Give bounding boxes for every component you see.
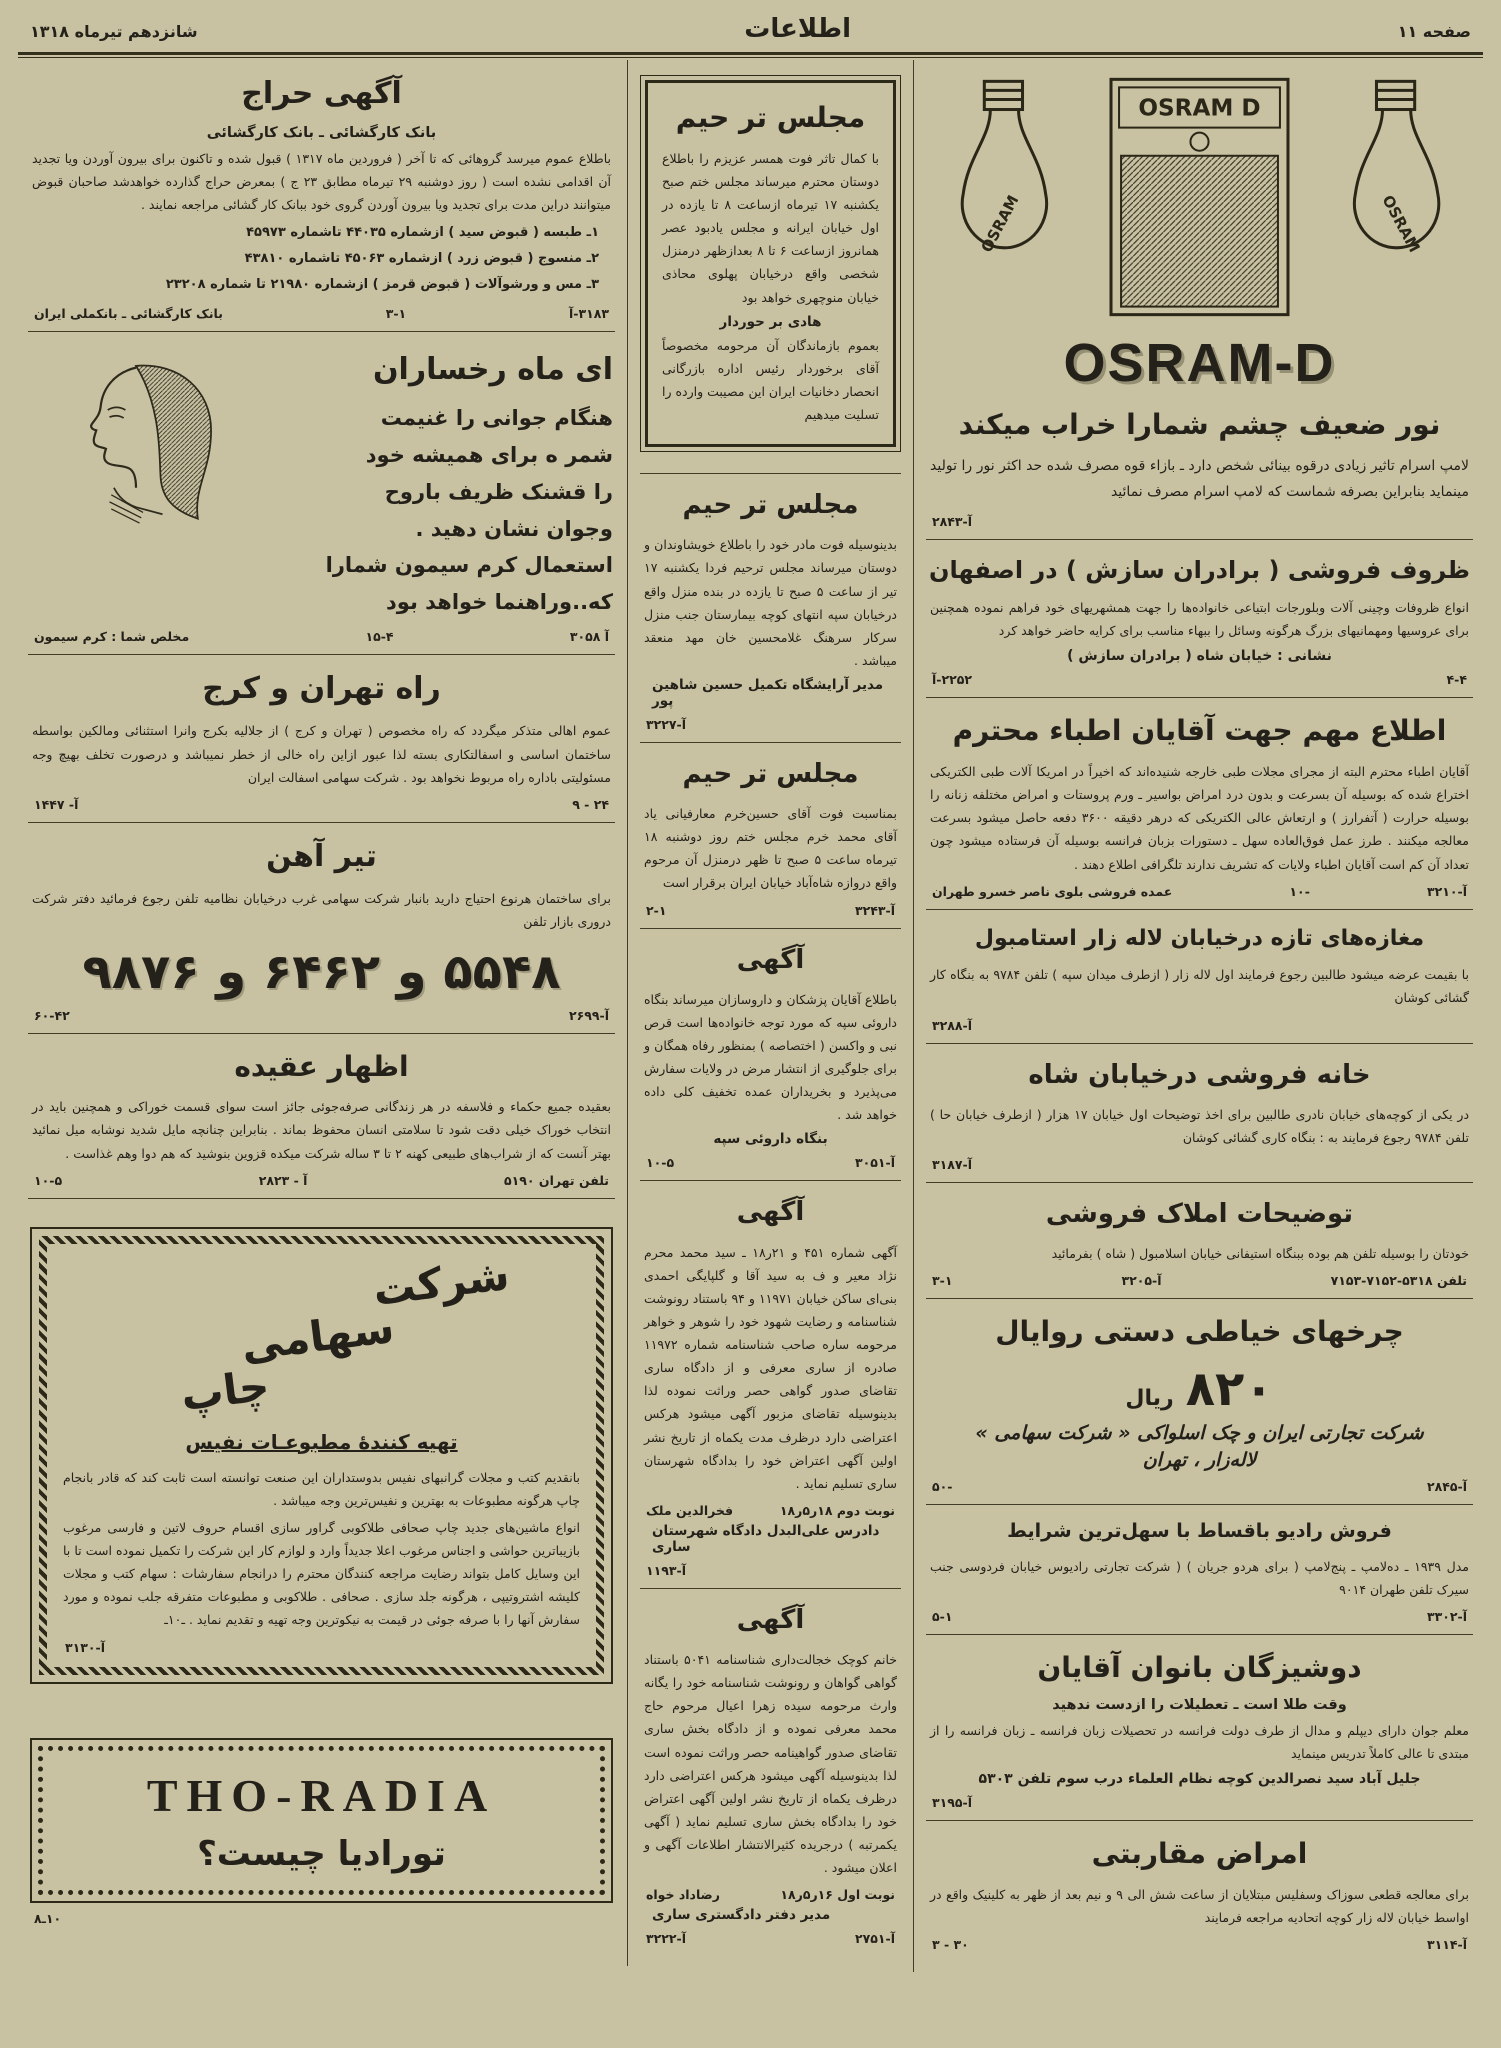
ad-ref: ۱۰ـ۸ [34,1910,62,1926]
ad-signature: رضاداد خواه [646,1887,720,1903]
ad-ref: آ- ۱۴۴۷ [34,796,79,812]
auction-list-item: ۳ـ مس و ورشوآلات ( قبوض قرمز ) ازشماره ۲۱۹۸۰ تا شماره ۲۳۲۰۸ [165,276,599,292]
auction-list-item: ۱ـ طبسه ( قبوض سید ) ازشماره ۴۴۰۳۵ تاشماره ۴۵۹۷۳ [246,224,599,240]
ad-shops-lalezar [926,910,1473,1044]
ad-ref: آ-۳۲۸۸ [932,1017,973,1033]
ad-ref: ۶۰-۴۲ [34,1007,70,1023]
ad-title: آگهی [736,1604,805,1635]
price-number: ۸۲۰ [1185,1360,1274,1417]
ad-title: آگهی [736,1197,805,1228]
masthead-rule [18,52,1483,58]
masthead-date: شانزدهم تیرماه ۱۳۱۸ [30,22,198,41]
ad-doctors-notice [926,698,1473,909]
ad-title: مجلس تر حیم [682,759,859,790]
ad-body: انواع ظروفات وچینی آلات وبلورجات ابتیاعی خانواده‌ها را جهت همشهریهای خود فراهم نموده همچنین برای عروسیها ومهمانیهای بزرگ هرگونه وسائل را ببهاء مناسب برای کرایه حاضر خواهد کرد [930,599,1469,639]
thoradia-outer-frame [30,1738,613,1903]
cream-line: را قشنک ظریف باروح [384,479,613,504]
printing-brand-word: چاپ [178,1360,273,1420]
ad-ref: آ-۱۱۹۳ [646,1562,687,1578]
osram-wordmark: OSRAM-D [1063,333,1336,393]
printing-subtitle: تهیه کنندهٔ مطبوعـات نفیس [185,1429,458,1454]
ad-memorial-3 [640,743,901,929]
ad-ref: ۵-۱ [932,1608,953,1624]
ad-date: نوبت دوم ۱۸ر۵ر۱۸ [779,1502,895,1518]
ad-body: خودتان را بوسیله تلفن هم بوده ببنگاه استیفانی خیابان اسلامبول ( شاه ) بفرمائید [1051,1246,1469,1262]
osram-bulbs-illustration [928,72,1471,324]
ad-footer: عمده فروشی بلوی ناصر خسرو طهران [932,883,1173,899]
ad-ref: ۲-۱ [646,902,667,918]
masthead-page-number: صفحه ۱۱ [1397,22,1471,41]
ad-signature: هادی بر حوردار [719,313,822,330]
ad-ref: ۳-۱ [932,1273,953,1289]
ad-osram-lamps [926,60,1473,540]
ad-ref: آ-۲۸۴۳ [932,513,973,529]
ad-body: برای معالجه قطعی سوزاک وسفلیس مبتلایان از ساعت شش الی ۹ و نیم بعد از ظهر به کلینیک واقع در اواسط خیابان لاله زار کوچه اتحادیه مراجعه فرمایند [930,1886,1469,1925]
ad-pharmacy [640,929,901,1182]
ad-body: لامپ اسرام تاثیر زیادی درقوه بینائی شخص دارد ـ بازاء قوه مصرف شده حد اکثر نور را تولید مینماید بنابراین بصرفه شماست که لامپ اسرام مصرف نمائید [930,457,1469,500]
auction-list-item: ۲ـ منسوج ( قبوض زرد ) ازشماره ۴۵۰۶۳ تاشماره ۴۳۸۱۰ [244,250,599,266]
ad-tho-radia [28,1708,615,1936]
osram-bulb-label-right: OSRAM [1378,192,1424,256]
ad-ref: آ-۳۲۰۵ [1121,1273,1162,1289]
ad-ref: ۱۵-۴ [365,628,394,644]
cream-line: شمر ه برای همیشه خود [365,443,613,468]
ad-ref: -۱۰ [1289,883,1310,899]
cream-line: هنگام جوانی را غنیمت [380,406,613,431]
ad-radio-installments [926,1505,1473,1635]
printing-brand-word: سهامی [238,1302,397,1370]
ad-body: آگهی شماره ۴۵۱ و ۲۱ر۱۸ ـ سید محمد محرم نژاد معیر و ف به سید آقا و گلپایگی احمدی بنی‌ای ساکن خیابان ۱۱۹۷۱ و ۹۴ باستناد رونوشت شناسنامه و رضایت شهود خود را شوهر و خواهر مرحومه ساره صاحب شناسنامه شماره ۱۱۹۷۲ صادره از ساری معرفی و از دادگاه ساری تقاضای صدور گواهی حصر وراثت نموده لذا بدینوسیله تقاضای مزبور آگهی میشود هرکس اعتراضی دارد درظرف مدت یکماه از تاریخ نشر اولین آگهی اعتراض خود را بدادگاه شهرستان ساری تسلیم نماید . [644,1244,898,1491]
ad-title: اطلاع مهم جهت آقایان اطباء محترم [952,714,1447,748]
ad-footer: بانک کارگشائی ـ بانکملی ایران [34,305,223,321]
ad-subtitle: بانک کارگشائی ـ بانک کارگشائی [206,124,437,141]
ad-ref: آ-۳۲۴۳ [854,902,895,918]
ad-title: نور ضعیف چشم شمارا خراب میکند [958,408,1441,441]
ad-title: چرخهای خیاطی دستی روایال [995,1315,1404,1349]
ad-ref: آ-۳۱۳۰ [65,1639,106,1655]
ad-ref: ۱۰-۵ [34,1172,63,1188]
ad-ref: ۴-۴ [1446,672,1467,688]
osram-card-label: OSRAM D [1138,95,1261,122]
ad-venereal-diseases [926,1821,1473,1962]
ad-body: مدل ۱۹۳۹ ـ ده‌لامپ ـ پنج‌لامپ ( برای هردو جریان ) ( شرکت تجارتی رادیوس خیابان فردوسی جنب سیرک تلفن طهران ۹۰۱۴ [930,1558,1469,1597]
ad-ref: آ-۳۱۱۴ [1426,1936,1467,1952]
ad-title: دوشیزگان بانوان آقایان [1037,1650,1362,1684]
ad-title: ظروف فروشی ( برادران سازش ) در اصفهان [929,555,1470,584]
ad-dishes-isfahan [926,540,1473,699]
ad-ref: آ-۲۶۹۹ [568,1007,609,1023]
ad-tehran-karaj-road [28,655,615,823]
memorial-ornate-frame [645,80,896,447]
ad-ref: آ - ۲۸۲۳ [258,1172,308,1188]
ad-phone: تلفن ۵۳۱۸-۷۱۵۲-۷۱۵۳ [1330,1273,1467,1289]
masthead [16,8,1485,52]
ad-simon-cream [28,332,615,655]
price-unit: ریال [1125,1385,1174,1411]
ad-signature-role: مدیر دفتر دادگستری ساری [652,1907,831,1924]
ad-ref: -۵۰ [932,1478,953,1494]
ad-signature-role: دادرس علی‌البدل دادگاه شهرستان ساری [652,1522,880,1555]
thoradia-persian-tagline: تورادیا چیست؟ [197,1833,446,1874]
ad-body: بدینوسیله فوت مادر خود را باطلاع خویشاوندان و دوستان میرساند مجلس ترحیم فردا یکشنبه ۱۷ تیر از ساعت ۵ صبح تا یازده در بنده منزل واقع درخیابان سپه انتهای کوچه بیمارستان جنب منزل سرکار سرهنگ غلامحسین خان مهد منعقد میباشد . [644,537,898,668]
ad-memorial-2 [640,474,901,743]
ad-signature: مدیر آرایشگاه تکمیل حسین شاهین پور [652,677,884,710]
ad-signature: مخلص شما : کرم سیمون [34,628,190,644]
thoradia-inner-frame [38,1746,605,1895]
ad-title: آگهی [736,944,805,975]
ad-body: با بقیمت عرضه میشود طالبین رجوع فرمایند اول لاله زار ( ازطرف میدان سپه ) تلفن ۹۷۸۴ به بنگاه کار گشائی کوشان [930,967,1469,1006]
ad-body: بعقیده جمیع حکماء و فلاسفه در هر زندگانی صرفه‌جوئی جائز است سوای قسمت خوراکی و همچنین باید در انتخاب خوراک خیلی دقت شود تا سلامتی انسان محفوظ بماند . بنابراین چنانچه مایل شدید نوشابه میل نمائید بهتر آنست که از شراب‌های طبیعی کهنه ۲ تا ۳ ساله شرکت میکده قزوین بنوشید که هم دوا وهم غذاست . [32,1099,611,1161]
ad-bank-auction [28,60,615,332]
printing-brand [61,1249,582,1426]
ad-ref: آ-۳۲۲۷ [646,717,687,733]
ad-body: باطلاع آقایان پزشکان و داروسازان میرساند بنگاه داروئی سپه که مورد توجه خانواده‌ها است قرص نبی و واکسن ( اختصاصه ) بمنظور رفاه همگان و برای جلوگیری از انتشار مرض در ولایات سفارش می‌پذیرد و بخریداران عمده تخفیف کلی داده خواهد شد . [644,991,897,1123]
cream-line: استعمال کرم سیمون شمارا [325,553,613,578]
ad-french-lessons [926,1635,1473,1821]
ad-printing-company [28,1199,615,1708]
column-right [913,60,1485,1972]
ad-sewing-machines [926,1299,1473,1505]
ad-title: ای ماه رخساران [372,351,613,387]
printing-inner-frame [39,1236,604,1675]
cream-ad-text [250,344,613,621]
ad-ref: ۳۱۸۳-آ [568,305,609,321]
ad-city: لاله‌زار ، تهران [1142,1448,1257,1471]
column-middle [627,60,913,1966]
ad-ref: آ-۳۳۰۲ [1426,1608,1467,1624]
ad-real-estate [926,1183,1473,1299]
ad-title: امراض مقاربتی [1091,1836,1308,1870]
masthead-title: اطلاعات [744,14,852,44]
cream-ad-layout [30,344,613,621]
ad-body: آقایان اطباء محترم البته از مجرای مجلات طبی خارجه شنیده‌اند که اخیراً در امریکا آلات طبی الکتریکی اختراع شده که بوسیله آن بسرعت و بدون درد امراض بواسیر ـ ورم پروستات و امراض مختلفه زنانه را بوسیله حرارت ( آتفرارز ) و ارتعاش عالی الکتریکی که درهر دقیقه ۳۶۰۰ دفعه حاصل میشود بسرعت معالجه میکنند . طرز عمل فوق‌العاده سهل ـ دستورات بزبان فرانسه بوسیله آن فرستاده میشود چون تعداد آن کم است آقایان اطباء ولایات که تشریف ندارند تلگرافی اطلاع دهند . [930,764,1470,872]
ad-ref: آ-۳۱۹۵ [932,1794,973,1810]
ad-ref: آ-۳۲۱۰ [1426,883,1467,899]
ad-body: در یکی از کوچه‌های خیابان نادری طالبین برای اخذ توضیحات اول خیابان ۱۷ هزار ( ازطرف خیابان حا ) تلفن ۹۷۸۴ رجوع فرمایند به : بنگاه کاری گشائی کوشان [930,1106,1470,1145]
ad-title: آگهی حراج [241,76,402,111]
ad-opinion-wine [28,1034,615,1199]
printing-ornate-frame [30,1227,613,1684]
ad-body: باطلاع عموم میرسد گروهائی که تا آخر ( فروردین ماه ۱۳۱۷ ) قبول شده و تاکنون برای بیرون آوردن ویا تجدید آن اقدامی نشده است ( روز دوشنبه ۲۹ تیرماه مطابق ۲۳ ج ) بمعرض حراج گذارده خواهدشد صاحبان قبوض میتوانند دراین مدت برای تجدید ویا بیرون آوردن گروی خود ببانک کار گشائی مراجعه نمایند . [32,150,611,212]
ad-title: فروش رادیو باقساط با سهل‌ترین شرایط [1007,1519,1392,1542]
ad-body: خانم کوچک خجالت‌داری شناسنامه ۵۰۴۱ باستناد گواهی گواهان و رونوشت شناسنامه خود را یگانه وارث مرحومه سیده زهرا اعیال مرحوم حاج محمد معرفی نموده و از دادگاه بخش ساری تقاضای صدور گواهینامه حصر وراثت نموده است لذا بدینوسیله آگهی میشود هرکس اعتراضی دارد درظرف یکماه از تاریخ نشر اولین آگهی اعتراض خود را بدادگاه بخش ساری تسلیم نماید ( آگهی یکمرتبه ) درجریده کثیرالانتشار اطلاعات آگهی و اعلان میشود . [644,1652,897,1876]
ad-ref: ۲۲۵۲-آ [932,672,973,688]
ad-title: اظهار عقیده [234,1049,409,1083]
ad-ref: ۲۴ - ۹ [572,796,609,812]
woman-face-illustration [30,344,242,552]
ad-body: معلم جوان دارای دیپلم و مدال از طرف دولت فرانسه در تحصیلات زبان فرانسه ـ زبان فرانسه را از مبتدی تا عالی کاملاً تدریس مینماید [930,1722,1469,1761]
ad-body: بانقدیم کتب و مجلات گرانبهای نفیس بدوستداران این صنعت توانسته است ثابت کند که قادر بانجام چاپ هرگونه مطبوعات به بهترین و نفیس‌ترین وجه میباشد . [63,1469,580,1508]
ad-title: تیر آهن [266,838,377,874]
ad-body: انواع ماشین‌های جدید چاپ صحافی طلاکوبی گراور سازی اقسام حروف لاتین و فارسی مرغوب بازیباترین حواشی و اجناس مرغوب اعلا جدیداً وارد و لوازم کار این شرکت را تکمیل نموده است تا با این وسایل کامل بتواند رضایت مراجعه کنندگان محترم را درانجام سفارشات : سهام کتب و مجلات کلیشه اشتروتیپی ، هرگونه جلد سازی . صحافی . طلاکوبی و مطبوعات متفرقه جلب نموده و مورد سفارش آنها را با صرفه جوئی در قیمت به نیکوترین وجه تهیه و تقدیم نماید . ـ۱۰ـ [63,1519,580,1628]
ad-ref: آ-۳۰۵۱ [854,1155,895,1171]
ad-title: مجلس تر حیم [675,101,866,134]
ad-ref: ۱۰-۵ [646,1155,675,1171]
phone-numbers: ۵۵۴۸ و ۶۴۶۲ و ۹۸۷۶ [82,943,561,1000]
ad-signature: فخرالدین ملک [646,1502,734,1518]
ad-ref: آ-۲۸۴۵ [1426,1478,1467,1494]
column-left [16,60,627,1946]
ad-ref: ۳۰ - ۳ [932,1936,969,1952]
osram-bulb-label-left: OSRAM [977,192,1023,256]
ad-house-for-sale [926,1044,1473,1183]
ad-title: مغازه‌های تازه درخیابان لاله زار استامبول [974,925,1425,951]
ad-memorial-boxed [640,60,901,474]
columns [16,60,1485,1972]
ad-body: با کمال تاثر فوت همسر عزیزم را باطلاع دوستان محترم میرساند مجلس ختم صبح یکشنبه ۱۷ تیرماه ازساعت ۸ تا یازده در اول خیابان ایرانه و مجلس یادبود عصر همانروز ازساعت ۶ تا ۸ بعدازظهر درمنزل شخصی واقع درخیابان پهلوی محاذی خیابان منوچهری خواهد بود [662,150,880,305]
thoradia-latin-wordmark: THO-RADIA [146,1769,497,1821]
ad-ref: آ-۲۷۵۱ [854,1931,895,1947]
ad-title: خانه فروشی درخیابان شاه [1028,1059,1371,1090]
cream-line: وجوان نشان دهید . [415,516,613,541]
ad-body: برای ساختمان هرنوع احتیاج دارید بانبار شرکت سهامی غرب درخیابان نظامیه تلفن رجوع فرمائید دفتر شرکت دروری بازار تلفن [32,891,611,930]
ad-title: توضیحات املاک فروشی [1045,1198,1354,1229]
cream-line: که..وراهنما خواهد بود [386,590,613,615]
ad-date: نوبت اول ۱۶ر۵ر۱۸ [780,1887,895,1903]
ad-title: راه تهران و کرج [202,670,441,706]
ad-ref: آ-۳۲۲۲ [646,1931,687,1947]
ad-court-notice-2 [640,1589,901,1956]
ad-title: مجلس تر حیم [682,490,859,521]
ad-signature: بنگاه داروئی سپه [713,1131,828,1148]
ad-ref: آ ۳۰۵۸ [569,628,609,644]
ad-ref: ۳-۱ [385,305,407,321]
ad-iron-beams [28,823,615,1034]
ad-body: بمناسبت فوت آقای حسین‌خرم معارفیانی یاد آقای محمد خرم مجلس ختم روز دوشنبه ۱۸ تیرماه ساعت ۵ صبح تا ظهر درمنزل آن مرحوم واقع دروازه شاه‌آباد خیابان ایران برقرار است [644,806,897,891]
ad-body: بعموم بازماندگان آن مرحومه مخصوصاً آقای برخوردار رئیس اداره بازرگانی انحصار دخانیات ایران این مصیبت وارده را تسلیت میدهیم [662,337,879,423]
ad-address: نشانی : خیابان شاه ( برادران سازش ) [1067,648,1332,665]
ad-phone: تلفن تهران ۵۱۹۰ [504,1172,609,1188]
ad-court-notice-1 [640,1181,901,1588]
printing-brand-word: شرکت [370,1249,512,1315]
ad-company: شرکت تجارتی ایران و چک اسلواکی « شرکت سهامی » [975,1421,1424,1444]
ad-subtitle: وقت طلا است ـ تعطیلات را ازدست ندهید [1052,1696,1347,1713]
ad-address: جلیل آباد سید نصرالدین کوچه نظام العلماء درب سوم تلفن ۵۳۰۳ [978,1770,1421,1787]
ad-body: عموم اهالی متذکر میگردد که راه مخصوص ( تهران و کرج ) از جلالیه بکرج وانرا استثنائی ومالکین بواسطه ساختمان اساسی و اسفالتکاری بسته لذا عبور ازاین راه خالی از خطر نمیباشد و درصورت تخلف بهیچ وجه مسئولیتی باداره راه مربوط نخواهد بود . شرکت سهامی اسفالت ایران [32,723,611,785]
ad-ref: آ-۳۱۸۷ [932,1156,973,1172]
price-row [928,1361,1471,1417]
